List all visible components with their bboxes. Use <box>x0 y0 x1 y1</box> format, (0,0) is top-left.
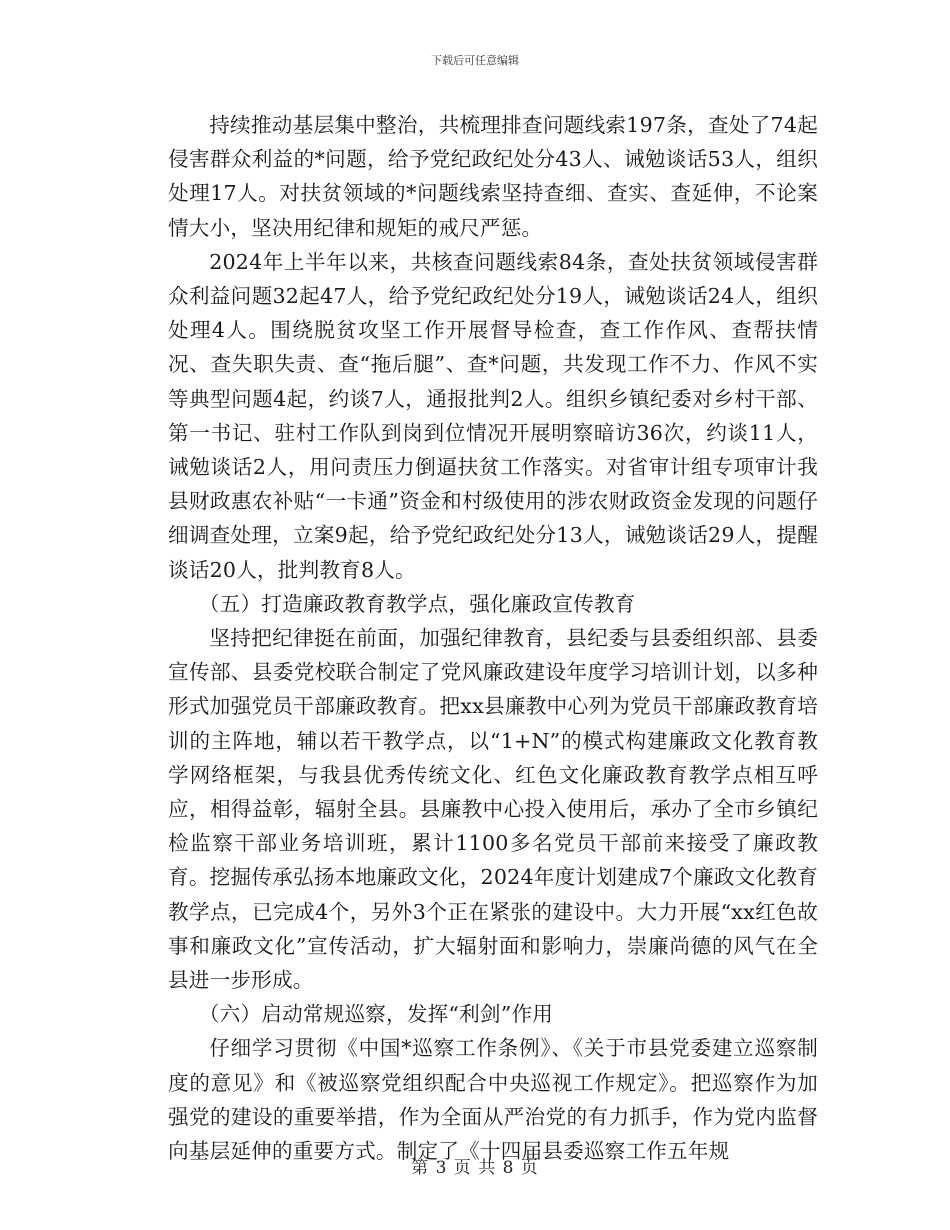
document-body <box>168 108 818 1168</box>
paragraph-2024-first-half: 2024年上半年以来，共核查问题线索84条，查处扶贫领域侵害群众利益问题32起47人，给予党纪政纪处分19人，诫勉谈话24人，组织处理4人。围绕脱贫攻坚工作开展督导检查，查工作作风、查帮扶情况、查失职失责、查“拖后腿”、查*问题，共发现工作不力、作风不实等典型问题4起，约谈7人，通报批判2人。组织乡镇纪委对乡村干部、第一书记、驻村工作队到岗到位情况开展明察暗访36次，约谈11人，诫勉谈话2人，用问责压力倒逼扶贫工作落实。对省审计组专项审计我县财政惠农补贴“一卡通”资金和村级使用的涉农财政资金发现的问题仔细调查处理，立案9起，给予党纪政纪处分13人，诫勉谈话29人，提醒谈话20人，批判教育8人。 <box>168 249 818 582</box>
paragraph-grassroots-rectification: 持续推动基层集中整治，共梳理排查问题线索197条，查处了74起侵害群众利益的*问题，给予党纪政纪处分43人、诫勉谈话53人，组织处理17人。对扶贫领域的*问题线索坚持查细、查实、查延伸，不论案情大小，坚决用纪律和规矩的戒尺严惩。 <box>168 113 818 240</box>
section-heading-6: （六）启动常规巡察，发挥“利剑”作用 <box>198 1002 554 1027</box>
paragraph-integrity-education: 坚持把纪律挺在前面，加强纪律教育，县纪委与县委组织部、县委宣传部、县委党校联合制定了党风廉政建设年度学习培训计划，以多种形式加强党员干部廉政教育。把xx县廉教中心列为党员干部廉政教育培训的主阵地，辅以若干教学点，以“1+N”的模式构建廉政文化教育教学网络框架，与我县优秀传统文化、红色文化廉政教育教学点相互呼应，相得益彰，辐射全县。县廉教中心投入使用后，承办了全市乡镇纪检监察干部业务培训班，累计1100多名党员干部前来接受了廉政教育。挖掘传承弘扬本地廉政文化，2024年度计划建成7个廉政文化教育教学点，已完成4个，另外3个正在紧张的建设中。大力开展“xx红色故事和廉政文化”宣传活动，扩大辐射面和影响力，崇廉尚德的风气在全县进一步形成。 <box>168 626 818 993</box>
paragraph-inspection-regulations: 仔细学习贯彻《中国*巡察工作条例》、《关于市县党委建立巡察制度的意见》和《被巡察党组织配合中央巡视工作规定》。把巡察作为加强党的建设的重要举措，作为全面从严治党的有力抓手，作为党内监督向基层延伸的重要方式。制定了《十四届县委巡察工作五年规 <box>168 1036 818 1164</box>
page-footer: 第 3 页 共 8 页 <box>411 1158 539 1178</box>
page-header: 下载后可任意编辑 <box>431 54 519 67</box>
section-heading-5: （五）打造廉政教育教学点，强化廉政宣传教育 <box>198 591 636 616</box>
